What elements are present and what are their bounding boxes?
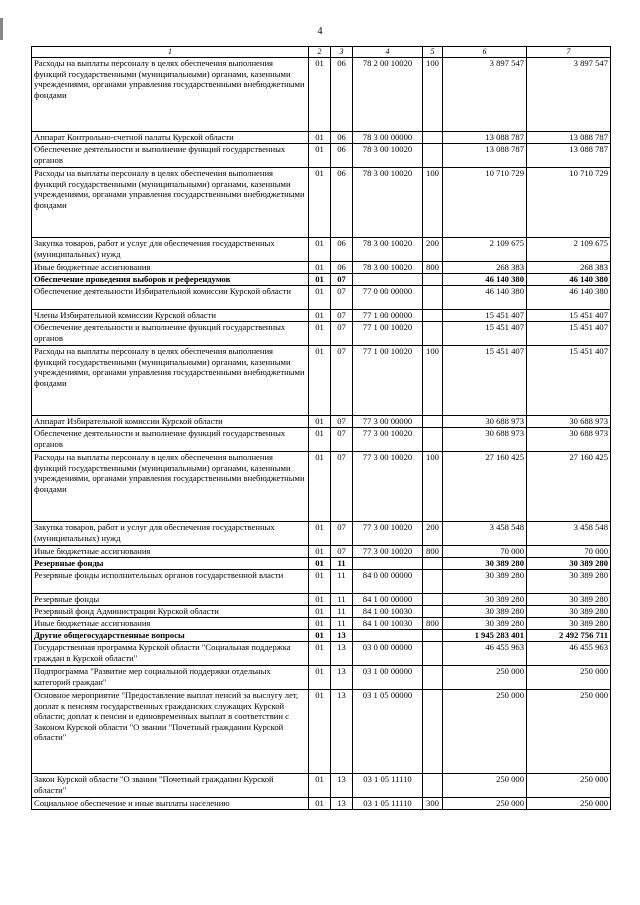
- amount-year1-cell: 30 389 280: [443, 570, 527, 594]
- target-article-cell: 84 0 00 00000: [353, 570, 423, 594]
- subsection-code-cell: 07: [331, 546, 353, 558]
- row-name-cell: Резервные фонды: [32, 558, 309, 570]
- section-code-cell: 01: [309, 546, 331, 558]
- amount-year1-cell: 30 389 280: [443, 558, 527, 570]
- table-row: [32, 690, 611, 774]
- target-article-cell: 84 1 00 10030: [353, 606, 423, 618]
- table-row: [32, 286, 611, 310]
- amount-year1-cell: 3 897 547: [443, 58, 527, 132]
- subsection-code-cell: 07: [331, 286, 353, 310]
- amount-year1-cell: 15 451 407: [443, 346, 527, 416]
- row-name-cell: Подпрограмма "Развитие мер социальной поддержки отдельных категорий граждан": [32, 666, 309, 690]
- column-number: 3: [331, 47, 353, 58]
- amount-year2-cell: 30 688 973: [527, 416, 611, 428]
- amount-year2-cell: 46 140 380: [527, 274, 611, 286]
- expense-type-cell: [423, 416, 443, 428]
- subsection-code-cell: 11: [331, 618, 353, 630]
- table-row: [32, 570, 611, 594]
- amount-year2-cell: 70 000: [527, 546, 611, 558]
- section-code-cell: 01: [309, 630, 331, 642]
- expense-type-cell: 200: [423, 522, 443, 546]
- section-code-cell: 01: [309, 774, 331, 798]
- row-name-cell: Резервный фонд Администрации Курской области: [32, 606, 309, 618]
- target-article-cell: 77 1 00 00000: [353, 310, 423, 322]
- column-number: 7: [527, 47, 611, 58]
- column-number: 2: [309, 47, 331, 58]
- table-row: [32, 798, 611, 810]
- section-code-cell: 01: [309, 594, 331, 606]
- section-code-cell: 01: [309, 570, 331, 594]
- row-name-cell: Обеспечение деятельности Избирательной комиссии Курской области: [32, 286, 309, 310]
- budget-table: [31, 46, 611, 810]
- table-row: [32, 630, 611, 642]
- expense-type-cell: [423, 594, 443, 606]
- expense-type-cell: [423, 558, 443, 570]
- row-name-cell: Расходы на выплаты персоналу в целях обеспечения выполнения функций государственными (муниципальными) органами, казенными учреждениями, органами управления государственными внебюджетными фондами: [32, 58, 309, 132]
- target-article-cell: 84 1 00 10030: [353, 618, 423, 630]
- expense-type-cell: [423, 286, 443, 310]
- expense-type-cell: 100: [423, 58, 443, 132]
- section-code-cell: 01: [309, 642, 331, 666]
- section-code-cell: 01: [309, 144, 331, 168]
- subsection-code-cell: 07: [331, 346, 353, 416]
- target-article-cell: 77 3 00 00000: [353, 416, 423, 428]
- amount-year2-cell: 2 492 756 711: [527, 630, 611, 642]
- amount-year1-cell: 46 140 380: [443, 286, 527, 310]
- amount-year1-cell: 13 088 787: [443, 144, 527, 168]
- section-code-cell: 01: [309, 618, 331, 630]
- section-code-cell: 01: [309, 666, 331, 690]
- table-row: [32, 274, 611, 286]
- target-article-cell: 03 1 00 00000: [353, 666, 423, 690]
- subsection-code-cell: 11: [331, 606, 353, 618]
- subsection-code-cell: 13: [331, 630, 353, 642]
- row-name-cell: Обеспечение деятельности и выполнение функций государственных органов: [32, 322, 309, 346]
- expense-type-cell: [423, 144, 443, 168]
- amount-year2-cell: 3 897 547: [527, 58, 611, 132]
- column-number: 4: [353, 47, 423, 58]
- row-name-cell: Другие общегосударственные вопросы: [32, 630, 309, 642]
- amount-year1-cell: 13 088 787: [443, 132, 527, 144]
- row-name-cell: Обеспечение проведения выборов и референдумов: [32, 274, 309, 286]
- subsection-code-cell: 11: [331, 594, 353, 606]
- amount-year1-cell: 30 688 973: [443, 428, 527, 452]
- expense-type-cell: 200: [423, 238, 443, 262]
- amount-year2-cell: 250 000: [527, 690, 611, 774]
- target-article-cell: 77 1 00 10020: [353, 322, 423, 346]
- amount-year2-cell: 13 088 787: [527, 144, 611, 168]
- amount-year2-cell: 250 000: [527, 774, 611, 798]
- amount-year2-cell: 30 688 973: [527, 428, 611, 452]
- amount-year1-cell: 46 455 963: [443, 642, 527, 666]
- section-code-cell: 01: [309, 168, 331, 238]
- subsection-code-cell: 06: [331, 132, 353, 144]
- row-name-cell: Расходы на выплаты персоналу в целях обеспечения выполнения функций государственными (муниципальными) органами, казенными учреждениями, органами управления государственными внебюджетными фондами: [32, 346, 309, 416]
- amount-year1-cell: 268 383: [443, 262, 527, 274]
- target-article-cell: 77 3 00 10020: [353, 522, 423, 546]
- expense-type-cell: 100: [423, 168, 443, 238]
- section-code-cell: 01: [309, 238, 331, 262]
- target-article-cell: 78 3 00 10020: [353, 238, 423, 262]
- expense-type-cell: 300: [423, 798, 443, 810]
- amount-year1-cell: 250 000: [443, 690, 527, 774]
- expense-type-cell: [423, 132, 443, 144]
- table-row: [32, 452, 611, 522]
- amount-year1-cell: 30 389 280: [443, 606, 527, 618]
- subsection-code-cell: 11: [331, 558, 353, 570]
- table-row: [32, 558, 611, 570]
- expense-type-cell: [423, 274, 443, 286]
- expense-type-cell: [423, 630, 443, 642]
- section-code-cell: 01: [309, 690, 331, 774]
- subsection-code-cell: 06: [331, 238, 353, 262]
- section-code-cell: 01: [309, 558, 331, 570]
- expense-type-cell: [423, 310, 443, 322]
- subsection-code-cell: 07: [331, 274, 353, 286]
- table-row: [32, 132, 611, 144]
- row-name-cell: Члены Избирательной комиссии Курской области: [32, 310, 309, 322]
- table-row: [32, 606, 611, 618]
- section-code-cell: 01: [309, 132, 331, 144]
- table-row: [32, 322, 611, 346]
- amount-year1-cell: 3 458 548: [443, 522, 527, 546]
- column-number-row: [32, 47, 611, 58]
- subsection-code-cell: 07: [331, 310, 353, 322]
- target-article-cell: 03 1 05 11110: [353, 774, 423, 798]
- table-row: [32, 666, 611, 690]
- expense-type-cell: [423, 690, 443, 774]
- row-name-cell: Обеспечение деятельности и выполнение функций государственных органов: [32, 428, 309, 452]
- column-number: 5: [423, 47, 443, 58]
- amount-year1-cell: 1 945 283 401: [443, 630, 527, 642]
- expense-type-cell: [423, 666, 443, 690]
- target-article-cell: 77 3 00 10020: [353, 452, 423, 522]
- table-row: [32, 594, 611, 606]
- section-code-cell: 01: [309, 274, 331, 286]
- page-number: 4: [317, 26, 323, 37]
- section-code-cell: 01: [309, 416, 331, 428]
- section-code-cell: 01: [309, 262, 331, 274]
- row-name-cell: Закупка товаров, работ и услуг для обеспечения государственных (муниципальных) нужд: [32, 522, 309, 546]
- subsection-code-cell: 13: [331, 798, 353, 810]
- expense-type-cell: 800: [423, 546, 443, 558]
- row-name-cell: Аппарат Контрольно-счетной палаты Курской области: [32, 132, 309, 144]
- subsection-code-cell: 13: [331, 642, 353, 666]
- row-name-cell: Обеспечение деятельности и выполнение функций государственных органов: [32, 144, 309, 168]
- section-code-cell: 01: [309, 58, 331, 132]
- amount-year2-cell: 10 710 729: [527, 168, 611, 238]
- expense-type-cell: [423, 428, 443, 452]
- amount-year2-cell: 15 451 407: [527, 346, 611, 416]
- target-article-cell: 03 1 05 11110: [353, 798, 423, 810]
- section-code-cell: 01: [309, 310, 331, 322]
- amount-year2-cell: 15 451 407: [527, 322, 611, 346]
- target-article-cell: 78 3 00 00000: [353, 132, 423, 144]
- table-row: [32, 310, 611, 322]
- expense-type-cell: [423, 774, 443, 798]
- subsection-code-cell: 11: [331, 570, 353, 594]
- target-article-cell: 84 1 00 00000: [353, 594, 423, 606]
- target-article-cell: 78 3 00 10020: [353, 168, 423, 238]
- amount-year1-cell: 30 389 280: [443, 594, 527, 606]
- target-article-cell: 78 2 00 10020: [353, 58, 423, 132]
- section-code-cell: 01: [309, 322, 331, 346]
- target-article-cell: [353, 274, 423, 286]
- row-name-cell: Расходы на выплаты персоналу в целях обеспечения выполнения функций государственными (муниципальными) органами, казенными учреждениями, органами управления государственными внебюджетными фондами: [32, 168, 309, 238]
- section-code-cell: 01: [309, 606, 331, 618]
- table-row: [32, 546, 611, 558]
- table-row: [32, 416, 611, 428]
- expense-type-cell: 800: [423, 262, 443, 274]
- target-article-cell: 03 0 00 00000: [353, 642, 423, 666]
- amount-year1-cell: 2 109 675: [443, 238, 527, 262]
- amount-year1-cell: 70 000: [443, 546, 527, 558]
- row-name-cell: Закупка товаров, работ и услуг для обеспечения государственных (муниципальных) нужд: [32, 238, 309, 262]
- subsection-code-cell: 13: [331, 666, 353, 690]
- expense-type-cell: 100: [423, 346, 443, 416]
- subsection-code-cell: 07: [331, 428, 353, 452]
- target-article-cell: 77 3 00 10020: [353, 428, 423, 452]
- subsection-code-cell: 07: [331, 452, 353, 522]
- row-name-cell: Государственная программа Курской области "Социальная поддержка граждан в Курской области": [32, 642, 309, 666]
- amount-year2-cell: 27 160 425: [527, 452, 611, 522]
- row-name-cell: Резервные фонды исполнительных органов государственной власти: [32, 570, 309, 594]
- amount-year2-cell: 15 451 407: [527, 310, 611, 322]
- section-code-cell: 01: [309, 428, 331, 452]
- amount-year2-cell: 30 389 280: [527, 570, 611, 594]
- amount-year2-cell: 13 088 787: [527, 132, 611, 144]
- table-row: [32, 168, 611, 238]
- expense-type-cell: [423, 322, 443, 346]
- target-article-cell: 78 3 00 10020: [353, 144, 423, 168]
- row-name-cell: Иные бюджетные ассигнования: [32, 262, 309, 274]
- amount-year1-cell: 15 451 407: [443, 310, 527, 322]
- expense-type-cell: [423, 642, 443, 666]
- subsection-code-cell: 06: [331, 144, 353, 168]
- subsection-code-cell: 06: [331, 168, 353, 238]
- row-name-cell: Иные бюджетные ассигнования: [32, 618, 309, 630]
- expense-type-cell: 100: [423, 452, 443, 522]
- section-code-cell: 01: [309, 286, 331, 310]
- amount-year1-cell: 30 389 280: [443, 618, 527, 630]
- amount-year1-cell: 27 160 425: [443, 452, 527, 522]
- subsection-code-cell: 07: [331, 322, 353, 346]
- amount-year2-cell: 268 383: [527, 262, 611, 274]
- amount-year2-cell: 250 000: [527, 666, 611, 690]
- expense-type-cell: [423, 570, 443, 594]
- expense-type-cell: 800: [423, 618, 443, 630]
- row-name-cell: Иные бюджетные ассигнования: [32, 546, 309, 558]
- amount-year1-cell: 250 000: [443, 798, 527, 810]
- amount-year1-cell: 15 451 407: [443, 322, 527, 346]
- amount-year2-cell: 3 458 548: [527, 522, 611, 546]
- section-code-cell: 01: [309, 346, 331, 416]
- column-number: 1: [32, 47, 309, 58]
- subsection-code-cell: 13: [331, 774, 353, 798]
- section-code-cell: 01: [309, 798, 331, 810]
- target-article-cell: 77 1 00 10020: [353, 346, 423, 416]
- subsection-code-cell: 07: [331, 416, 353, 428]
- table-row: [32, 618, 611, 630]
- amount-year2-cell: 30 389 280: [527, 594, 611, 606]
- amount-year1-cell: 250 000: [443, 774, 527, 798]
- subsection-code-cell: 13: [331, 690, 353, 774]
- table-row: [32, 774, 611, 798]
- amount-year2-cell: 46 455 963: [527, 642, 611, 666]
- table-row: [32, 262, 611, 274]
- amount-year1-cell: 30 688 973: [443, 416, 527, 428]
- table-row: [32, 522, 611, 546]
- amount-year2-cell: 30 389 280: [527, 618, 611, 630]
- target-article-cell: 78 3 00 10020: [353, 262, 423, 274]
- subsection-code-cell: 06: [331, 58, 353, 132]
- amount-year2-cell: 250 000: [527, 798, 611, 810]
- target-article-cell: 77 3 00 10020: [353, 546, 423, 558]
- amount-year2-cell: 30 389 280: [527, 606, 611, 618]
- row-name-cell: Основное мероприятие "Предоставление выплат пенсий за выслугу лет, доплат к пенсиям государственных гражданских служащих Курской области; доплат к пенсии и единовременных выплат в соответствии с Законом Курской области "О звании "Почетный гражданин Курской области": [32, 690, 309, 774]
- section-code-cell: 01: [309, 452, 331, 522]
- target-article-cell: 77 0 00 00000: [353, 286, 423, 310]
- row-name-cell: Закон Курской области "О звании "Почетный гражданин Курской области": [32, 774, 309, 798]
- target-article-cell: [353, 558, 423, 570]
- target-article-cell: [353, 630, 423, 642]
- column-number: 6: [443, 47, 527, 58]
- table-row: [32, 144, 611, 168]
- expense-type-cell: [423, 606, 443, 618]
- row-name-cell: Резервные фонды: [32, 594, 309, 606]
- table-row: [32, 346, 611, 416]
- amount-year2-cell: 30 389 280: [527, 558, 611, 570]
- table-row: [32, 428, 611, 452]
- target-article-cell: 03 1 05 00000: [353, 690, 423, 774]
- amount-year1-cell: 250 000: [443, 666, 527, 690]
- amount-year2-cell: 46 140 380: [527, 286, 611, 310]
- section-code-cell: 01: [309, 522, 331, 546]
- amount-year1-cell: 46 140 380: [443, 274, 527, 286]
- subsection-code-cell: 06: [331, 262, 353, 274]
- row-name-cell: Социальное обеспечение и иные выплаты населению: [32, 798, 309, 810]
- table-row: [32, 58, 611, 132]
- table-row: [32, 238, 611, 262]
- subsection-code-cell: 07: [331, 522, 353, 546]
- amount-year1-cell: 10 710 729: [443, 168, 527, 238]
- table-row: [32, 642, 611, 666]
- row-name-cell: Расходы на выплаты персоналу в целях обеспечения выполнения функций государственными (муниципальными) органами, казенными учреждениями, органами управления государственными внебюджетными фондами: [32, 452, 309, 522]
- row-name-cell: Аппарат Избирательной комиссии Курской области: [32, 416, 309, 428]
- amount-year2-cell: 2 109 675: [527, 238, 611, 262]
